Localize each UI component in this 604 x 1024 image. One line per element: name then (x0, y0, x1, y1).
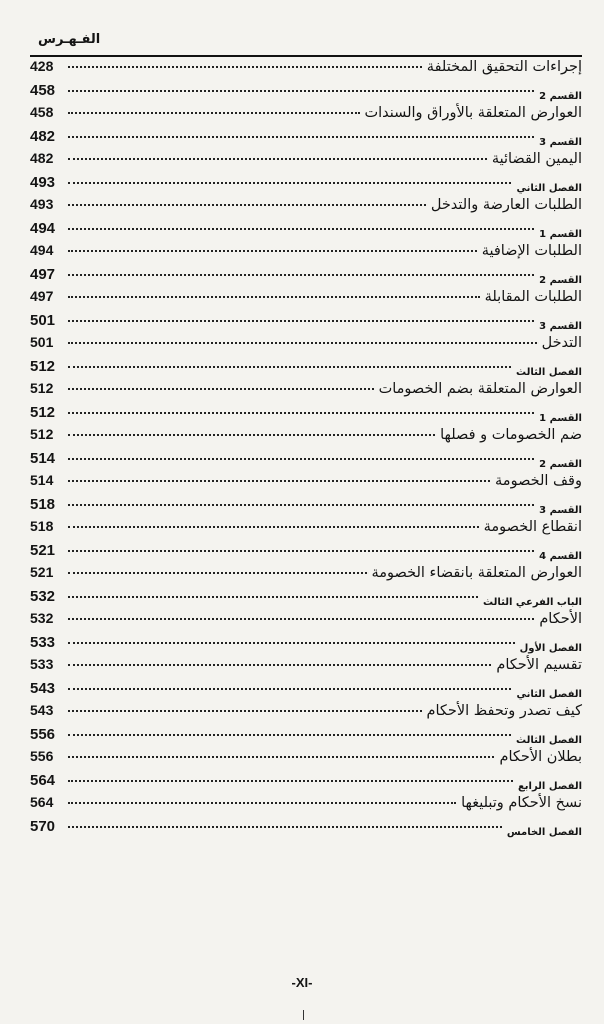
dot-leader (68, 158, 487, 160)
toc-section-heading (30, 726, 582, 748)
toc-entry-title: الفصل الرابع (517, 781, 582, 792)
toc-section-heading (30, 496, 582, 518)
dot-leader (68, 596, 478, 598)
toc-entry-title: وقف الخصومة (495, 473, 582, 489)
toc-page-number: 533 (30, 634, 56, 651)
toc-section-heading (30, 174, 582, 196)
toc-page-number: 521 (30, 564, 54, 580)
toc-section-heading (30, 266, 582, 288)
toc-page-number: 458 (30, 82, 56, 99)
toc-entry-title: التدخل (541, 335, 582, 351)
toc-page-number: 458 (30, 104, 54, 120)
dot-leader (68, 366, 511, 368)
toc-entry (30, 748, 582, 772)
toc-entry-title: انقطاع الخصومة (483, 519, 582, 535)
toc-page-number: 494 (30, 220, 56, 237)
toc-page-number: 556 (30, 726, 56, 743)
toc-entry-title: الفصل الثالث (515, 367, 582, 378)
page-number: -XI- (291, 975, 313, 990)
toc-entry (30, 150, 582, 174)
toc-page-number: 532 (30, 610, 54, 626)
toc-page-number: 514 (30, 450, 56, 467)
toc-page-number: 512 (30, 426, 54, 442)
toc-page-number: 497 (30, 288, 54, 304)
dot-leader (68, 480, 490, 482)
toc-section-heading (30, 634, 582, 656)
dot-leader (68, 802, 456, 804)
toc-section-heading (30, 772, 582, 794)
dot-leader (68, 250, 477, 252)
toc-entry-title: الطلبات المقابلة (484, 289, 582, 305)
toc-page-number: 518 (30, 496, 56, 513)
dot-leader (68, 66, 422, 68)
toc-entry-title: القسم 1 (539, 413, 582, 424)
dot-leader (68, 204, 426, 206)
toc-entry (30, 334, 582, 358)
toc-section-heading (30, 450, 582, 472)
toc-entry (30, 472, 582, 496)
toc-page-number: 564 (30, 772, 56, 789)
dot-leader (68, 642, 515, 644)
toc-page-number: 494 (30, 242, 54, 258)
toc-entry-title: القسم 2 (539, 91, 582, 102)
toc-entry-title: الفصل الثالث (515, 735, 582, 746)
toc-entry (30, 196, 582, 220)
toc-entry-title: تقسيم الأحكام (496, 657, 582, 673)
toc-entry-title: الباب الفرعي الثالث (483, 597, 582, 608)
toc-entry-title: القسم 2 (539, 459, 582, 470)
toc-page-number: 482 (30, 128, 56, 145)
dot-leader (68, 320, 534, 322)
toc-entry-title: القسم 4 (539, 551, 582, 562)
header-rule (30, 55, 582, 57)
toc-page-number: 497 (30, 266, 56, 283)
toc-page-number: 493 (30, 174, 56, 191)
dot-leader (68, 458, 534, 460)
toc-entry-title: الفصل الثاني (516, 689, 582, 700)
toc-entry (30, 794, 582, 818)
toc-entry-title: كيف تصدر وتحفظ الأحكام (426, 703, 582, 719)
toc-page-number: 514 (30, 472, 54, 488)
dot-leader (68, 504, 534, 506)
toc-entry (30, 702, 582, 726)
dot-leader (68, 90, 534, 92)
toc-entry (30, 656, 582, 680)
dot-leader (68, 550, 534, 552)
dot-leader (68, 388, 374, 390)
toc-page-number: 556 (30, 748, 54, 764)
dot-leader (68, 274, 534, 276)
toc-entry-title: القسم 3 (539, 505, 582, 516)
toc-entry (30, 518, 582, 542)
dot-leader (68, 618, 534, 620)
dot-leader (68, 688, 511, 690)
dot-leader (68, 734, 511, 736)
dot-leader (68, 756, 494, 758)
dot-leader (68, 112, 360, 114)
toc-entry-title: اليمين القضائية (491, 151, 582, 167)
toc-entry-title: الفصل الثاني (516, 183, 582, 194)
toc-entry-title: إجراءات التحقيق المختلفة (426, 59, 582, 75)
dot-leader (68, 780, 513, 782)
dot-leader (68, 572, 367, 574)
header-title: الفـهـرس (38, 32, 101, 47)
toc-entry-title: الطلبات الإضافية (481, 243, 582, 259)
toc-entry (30, 242, 582, 266)
toc-page-number: 482 (30, 150, 54, 166)
toc-page-number: 518 (30, 518, 54, 534)
toc-section-heading (30, 680, 582, 702)
toc-section-heading (30, 128, 582, 150)
toc-entry (30, 288, 582, 312)
page-header (30, 28, 582, 52)
toc-entry-title: القسم 1 (539, 229, 582, 240)
toc-entry-title: القسم 3 (539, 321, 582, 332)
table-of-contents (30, 58, 582, 840)
toc-entry (30, 426, 582, 450)
toc-entry (30, 610, 582, 634)
dot-leader (68, 526, 479, 528)
dot-leader (68, 826, 502, 828)
toc-section-heading (30, 404, 582, 426)
dot-leader (68, 342, 537, 344)
toc-section-heading (30, 358, 582, 380)
toc-entry (30, 58, 582, 82)
toc-page-number: 543 (30, 702, 54, 718)
toc-entry-title: الفصل الخامس (506, 827, 582, 838)
toc-section-heading (30, 818, 582, 840)
dot-leader (68, 434, 435, 436)
toc-entry (30, 564, 582, 588)
dot-leader (68, 710, 422, 712)
dot-leader (68, 412, 534, 414)
toc-page-number: 428 (30, 58, 54, 74)
toc-section-heading (30, 312, 582, 334)
toc-section-heading (30, 82, 582, 104)
toc-page-number: 512 (30, 404, 56, 421)
toc-entry-title: الفصل الأول (519, 643, 582, 654)
dot-leader (68, 136, 534, 138)
toc-page-number: 501 (30, 334, 54, 350)
toc-page-number: 512 (30, 358, 56, 375)
toc-page-number: 533 (30, 656, 54, 672)
toc-entry-title: القسم 2 (539, 275, 582, 286)
toc-entry-title: ضم الخصومات و فصلها (440, 427, 582, 443)
dot-leader (68, 664, 491, 666)
toc-section-heading (30, 588, 582, 610)
toc-entry-title: القسم 3 (539, 137, 582, 148)
toc-entry-title: الأحكام (539, 611, 582, 627)
toc-entry-title: نسخ الأحكام وتبليغها (461, 795, 582, 811)
toc-entry-title: العوارض المتعلقة بالأوراق والسندات (364, 105, 582, 121)
toc-page-number: 543 (30, 680, 56, 697)
toc-entry-title: العوارض المتعلقة بضم الخصومات (378, 381, 582, 397)
dot-leader (68, 296, 480, 298)
toc-entry-title: بطلان الأحكام (499, 749, 582, 765)
dot-leader (68, 182, 511, 184)
dot-leader (68, 228, 534, 230)
toc-page-number: 521 (30, 542, 56, 559)
bottom-mark (303, 1010, 304, 1020)
toc-page-number: 532 (30, 588, 56, 605)
toc-page-number: 512 (30, 380, 54, 396)
toc-page-number: 570 (30, 818, 56, 835)
toc-section-heading (30, 542, 582, 564)
toc-entry (30, 380, 582, 404)
toc-page-number: 501 (30, 312, 56, 329)
toc-section-heading (30, 220, 582, 242)
toc-entry-title: العوارض المتعلقة بانقضاء الخصومة (371, 565, 582, 581)
toc-page-number: 493 (30, 196, 54, 212)
toc-entry (30, 104, 582, 128)
toc-entry-title: الطلبات العارضة والتدخل (430, 197, 582, 213)
toc-page-number: 564 (30, 794, 54, 810)
